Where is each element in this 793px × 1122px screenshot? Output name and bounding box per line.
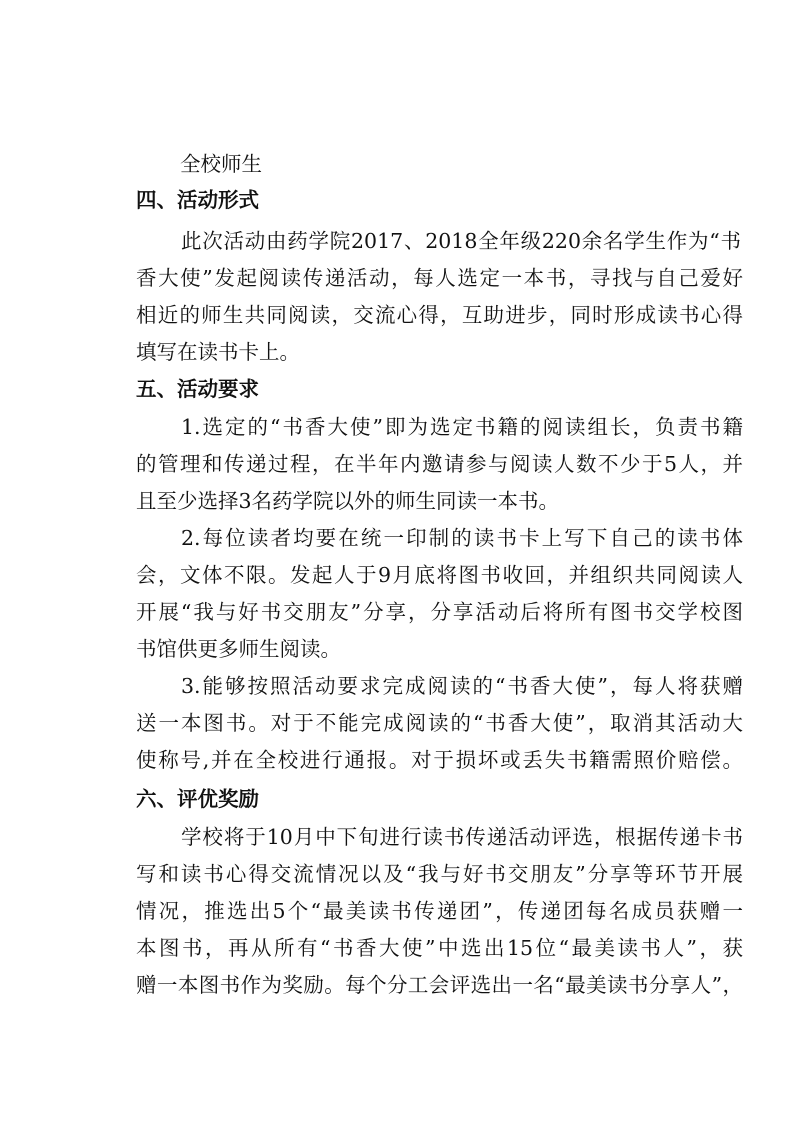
section-heading-activity-form: 四、活动形式 — [136, 188, 259, 212]
paragraph-line: 使称号,并在全校进行通报。对于损坏或丢失书籍需照价赔偿。 — [136, 748, 743, 772]
paragraph-line: 开展“我与好书交朋友”分享，分享活动后将所有图书交学校图 — [136, 600, 743, 624]
paragraph-line: 写和读书心得交流情况以及“我与好书交朋友”分享等环节开展 — [136, 862, 743, 886]
paragraph-line: 相近的师生共同阅读，交流心得，互助进步，同时形成读书心得 — [136, 303, 743, 327]
participants-text: 全校师生 — [180, 152, 262, 176]
paragraph-line: 会，文体不限。发起人于9月底将图书收回，并组织共同阅读人 — [136, 563, 743, 587]
section-heading-activity-requirements: 五、活动要求 — [136, 377, 259, 401]
paragraph-line: 的管理和传递过程，在半年内邀请参与阅读人数不少于5人，并 — [136, 452, 743, 476]
paragraph-line: 此次活动由药学院2017、2018全年级220余名学生作为“书 — [181, 229, 741, 253]
paragraph-line: 书馆供更多师生阅读。 — [136, 637, 341, 661]
paragraph-line: 本图书，再从所有“书香大使”中选出15位“最美读书人”，获 — [136, 936, 743, 960]
paragraph-line: 学校将于10月中下旬进行读书传递活动评选，根据传递卡书 — [181, 825, 743, 849]
paragraph-line: 且至少选择3名药学院以外的师生同读一本书。 — [136, 489, 560, 513]
paragraph-line: 赠一本图书作为奖励。每个分工会评选出一名“最美读书分享人”， — [136, 973, 743, 997]
section-heading-awards: 六、评优奖励 — [136, 787, 259, 811]
paragraph-line: 送一本图书。对于不能完成阅读的“书香大使”，取消其活动大 — [136, 711, 743, 735]
paragraph-line: 2.每位读者均要在统一印制的读书卡上写下自己的读书体 — [181, 526, 743, 550]
paragraph-line: 1.选定的“书香大使”即为选定书籍的阅读组长，负责书籍 — [181, 415, 743, 439]
paragraph-line: 3.能够按照活动要求完成阅读的“书香大使”，每人将获赠 — [181, 674, 743, 698]
paragraph-line: 填写在读书卡上。 — [136, 340, 300, 364]
paragraph-line: 情况，推选出5个“最美读书传递团”，传递团每名成员获赠一 — [136, 899, 743, 923]
paragraph-line: 香大使”发起阅读传递活动，每人选定一本书，寻找与自己爱好 — [136, 266, 743, 290]
